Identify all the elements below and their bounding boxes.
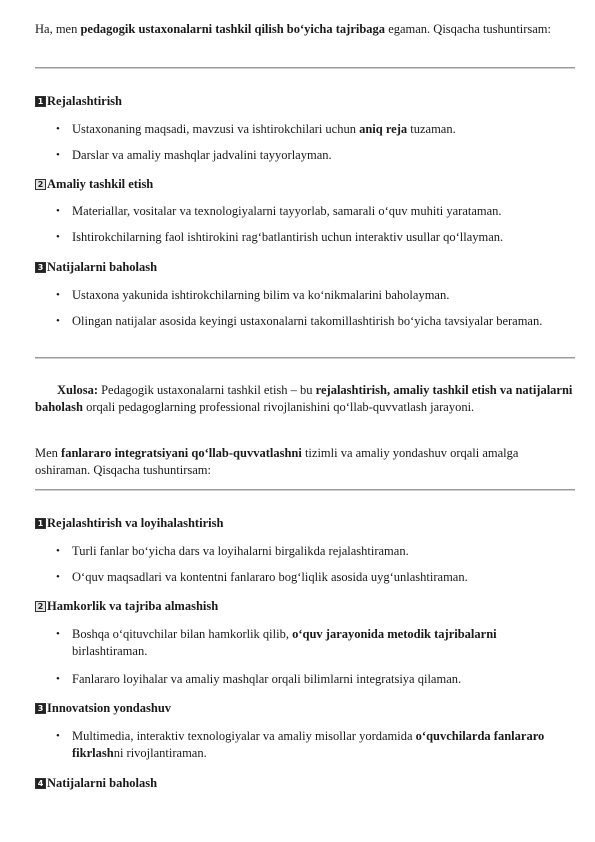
summary-paragraph: Xulosa: Pedagogik ustaxonalarni tashkil etish – bu rejalashtirish, amaliy tashkil etish va natijalarni baholash orqali pedagoglarning professional rivojlanishini qo‘llab-quvvatlash jarayoni. <box>35 383 573 414</box>
heading-title: Innovatsion yondashuv <box>47 701 172 715</box>
section2-heading-1 <box>35 515 223 532</box>
list-item: • Ishtirokchilarning faol ishtirokini rag‘batlantirish uchun interaktiv usullar qo‘llayman. <box>56 230 504 244</box>
bullet-icon: • <box>56 205 60 217</box>
section1-list-3 <box>35 287 552 304</box>
section2-list-3 <box>35 728 552 762</box>
bullet-icon: • <box>56 123 60 135</box>
list-item: • Fanlararo loyihalar va amaliy mashqlar orqali bilimlarni integratsiya qilaman. <box>56 672 462 686</box>
intro1-text: Ha, men <box>35 22 81 36</box>
section1-list-2b <box>35 229 552 246</box>
intro-paragraph-1 <box>35 21 555 38</box>
number-1-icon: 1 <box>35 96 46 107</box>
intro1-text-end: egaman. Qisqacha tushuntirsam: <box>385 22 551 36</box>
bullet-icon: • <box>56 628 60 640</box>
horizontal-rule <box>35 489 575 491</box>
section2-list-2b <box>35 671 552 688</box>
section1-list-2 <box>35 203 552 220</box>
section1-heading-2 <box>35 176 153 193</box>
section1-list-1b <box>35 147 552 164</box>
bullet-icon: • <box>56 289 60 301</box>
bullet-icon: • <box>56 571 60 583</box>
bullet-icon: • <box>56 545 60 557</box>
section1-list-3b <box>35 313 562 330</box>
list-item: • Olingan natijalar asosida keyingi ustaxonalarni takomillashtirish bo‘yicha tavsiyalar beraman. <box>56 314 543 328</box>
bullet-icon: • <box>56 730 60 742</box>
section2-heading-2 <box>35 598 218 615</box>
section2-heading-4 <box>35 775 157 792</box>
summary-label: Xulosa: <box>57 383 98 397</box>
list-item: • Multimedia, interaktiv texnologiyalar va amaliy misollar yordamida o‘quvchilarda fanlararo fikrlashni rivojlantiraman. <box>56 729 545 760</box>
list-item: • O‘quv maqsadlari va kontentni fanlararo bog‘liqlik asosida uyg‘unlashtiraman. <box>56 570 468 584</box>
number-2-icon: 2 <box>35 179 46 190</box>
section2-heading-3 <box>35 700 171 717</box>
list-item: • Boshqa o‘qituvchilar bilan hamkorlik qilib, o‘quv jarayonida metodik tajribalarni birlashtiraman. <box>56 627 497 658</box>
number-1-icon: 1 <box>35 518 46 529</box>
section2-list-1 <box>35 543 552 560</box>
bullet-icon: • <box>56 673 60 685</box>
section1-list-1 <box>35 121 552 138</box>
horizontal-rule <box>35 67 575 69</box>
section1-heading-3 <box>35 259 157 276</box>
intro1-bold: pedagogik ustaxonalarni tashkil qilish bo‘yicha tajribaga <box>80 22 386 36</box>
section1-heading-1 <box>35 93 122 110</box>
list-item: • Materiallar, vositalar va texnologiyalarni tayyorlab, samarali o‘quv muhiti yarataman. <box>56 204 502 218</box>
list-item: • Darslar va amaliy mashqlar jadvalini tayyorlayman. <box>56 148 332 162</box>
bullet-icon: • <box>56 315 60 327</box>
heading-title: Hamkorlik va tajriba almashish <box>47 599 219 613</box>
bullet-icon: • <box>56 149 60 161</box>
heading-title: Rejalashtirish <box>47 94 122 108</box>
list-item: • Ustaxonaning maqsadi, mavzusi va ishtirokchilari uchun aniq reja tuzaman. <box>56 122 456 136</box>
number-3-icon: 3 <box>35 703 46 714</box>
section2-list-1b <box>35 569 552 586</box>
number-2-icon: 2 <box>35 601 46 612</box>
number-3-icon: 3 <box>35 262 46 273</box>
horizontal-rule <box>35 357 575 359</box>
intro-paragraph-2: Men fanlararo integratsiyani qo‘llab-quvvatlashni tizimli va amaliy yondashuv orqali amalga oshiraman. Qisqacha tushuntirsam: <box>35 446 519 477</box>
list-item: • Turli fanlar bo‘yicha dars va loyihalarni birgalikda rejalashtiraman. <box>56 544 409 558</box>
bullet-icon: • <box>56 231 60 243</box>
heading-title: Natijalarni baholash <box>47 776 158 790</box>
heading-title: Rejalashtirish va loyihalashtirish <box>47 516 224 530</box>
heading-title: Amaliy tashkil etish <box>47 177 154 191</box>
section2-list-2 <box>35 626 552 660</box>
list-item: • Ustaxona yakunida ishtirokchilarning bilim va ko‘nikmalarini baholayman. <box>56 288 450 302</box>
heading-title: Natijalarni baholash <box>47 260 158 274</box>
number-4-icon: 4 <box>35 778 46 789</box>
